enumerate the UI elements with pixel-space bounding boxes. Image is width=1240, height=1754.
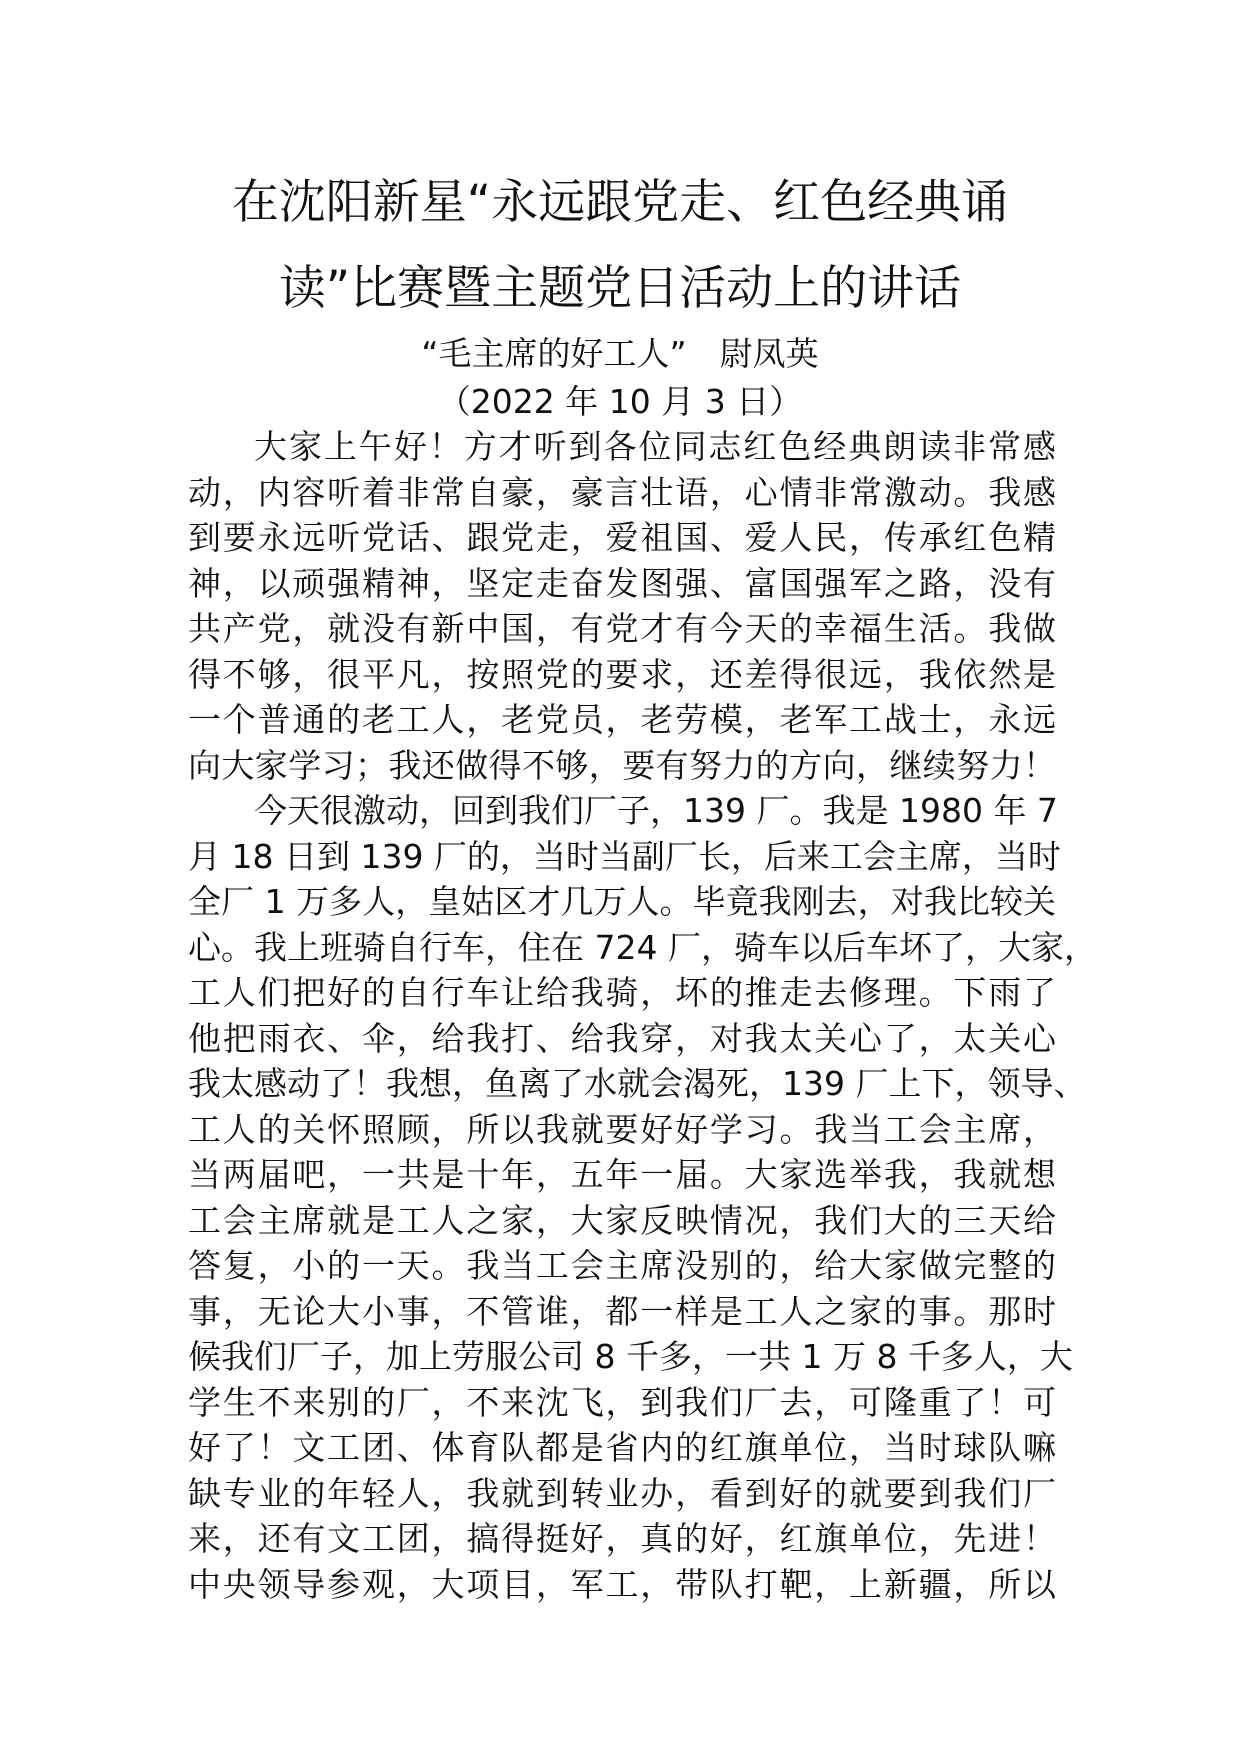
body-line: 工人的关怀照顾，所以我就要好好学习。我当工会主席， [188, 1109, 1056, 1149]
body-line: 今天很激动，回到我们厂子，139 厂。我是 1980 年 7 [254, 791, 1058, 830]
body-line: 候我们厂子，加上劳服公司 8 千多，一共 1 万 8 千多人，大 [188, 1337, 1073, 1376]
title-line: 读”比赛暨主题党日活动上的讲话 [278, 261, 962, 316]
speaker-byline: “毛主席的好工人” 尉凤英 [421, 334, 819, 373]
title-line: 在沈阳新星“永远跟党走、红色经典诵 [231, 175, 1009, 230]
body-line: 心。我上班骑自行车，住在 724 厂，骑车以后车坏了，大家， [188, 927, 1097, 967]
body-line: 神，以顽强精神，坚定走奋发图强、富国强军之路，没有 [188, 563, 1056, 603]
body-line: 学生不来别的厂，不来沈飞，到我们厂去，可隆重了！可 [188, 1382, 1056, 1422]
body-line: 中央领导参观，大项目，军工，带队打靶，上新疆，所以 [188, 1564, 1056, 1604]
body-line: 全厂 1 万多人，皇姑区才几万人。毕竟我刚去，对我比较关 [188, 882, 1056, 921]
body-line: 一个普通的老工人，老党员，老劳模，老军工战士，永远 [188, 700, 1056, 739]
speech-title [150, 160, 1090, 332]
body-line: 工人们把好的自行车让给我骑，坏的推走去修理。下雨了 [188, 973, 1056, 1012]
body-line: 当两届吧，一共是十年，五年一届。大家选举我，我就想 [188, 1155, 1056, 1194]
body-line: 我太感动了！我想，鱼离了水就会渴死，139 厂上下，领导、 [188, 1064, 1087, 1103]
body-line: 答复，小的一天。我当工会主席没别的，给大家做完整的 [188, 1246, 1056, 1285]
body-line: 到要永远听党话、跟党走，爱祖国、爱人民，传承红色精 [188, 518, 1056, 557]
body-line: 得不够，很平凡，按照党的要求，还差得很远，我依然是 [188, 654, 1056, 694]
body-line: 月 18 日到 139 厂的，当时当副厂长，后来工会主席，当时 [188, 836, 1061, 876]
body-line: 来，还有文工团，搞得挺好，真的好，红旗单位，先进！ [188, 1519, 1056, 1558]
body-line: 大家上午好！方才听到各位同志红色经典朗读非常感 [254, 427, 1056, 466]
body-line: 共产党，就没有新中国，有党才有今天的幸福生活。我做 [188, 609, 1056, 648]
body-line: 事，无论大小事，不管谁，都一样是工人之家的事。那时 [188, 1291, 1056, 1331]
speech-body [188, 424, 1097, 1607]
body-line: 向大家学习；我还做得不够，要有努力的方向，继续努力！ [188, 745, 1056, 785]
body-line: 动，内容听着非常自豪，豪言壮语，心情非常激动。我感 [188, 472, 1056, 512]
body-line: 好了！文工团、体育队都是省内的红旗单位，当时球队嘛 [188, 1428, 1056, 1467]
body-line: 缺专业的年轻人，我就到转业办，看到好的就要到我们厂 [188, 1473, 1056, 1513]
body-line: 他把雨衣、伞，给我打、给我穿，对我太关心了，太关心 [188, 1018, 1056, 1058]
body-line: 工会主席就是工人之家，大家反映情况，我们大的三天给 [188, 1200, 1056, 1240]
speech-date: （2022 年 10 月 3 日） [437, 382, 803, 421]
